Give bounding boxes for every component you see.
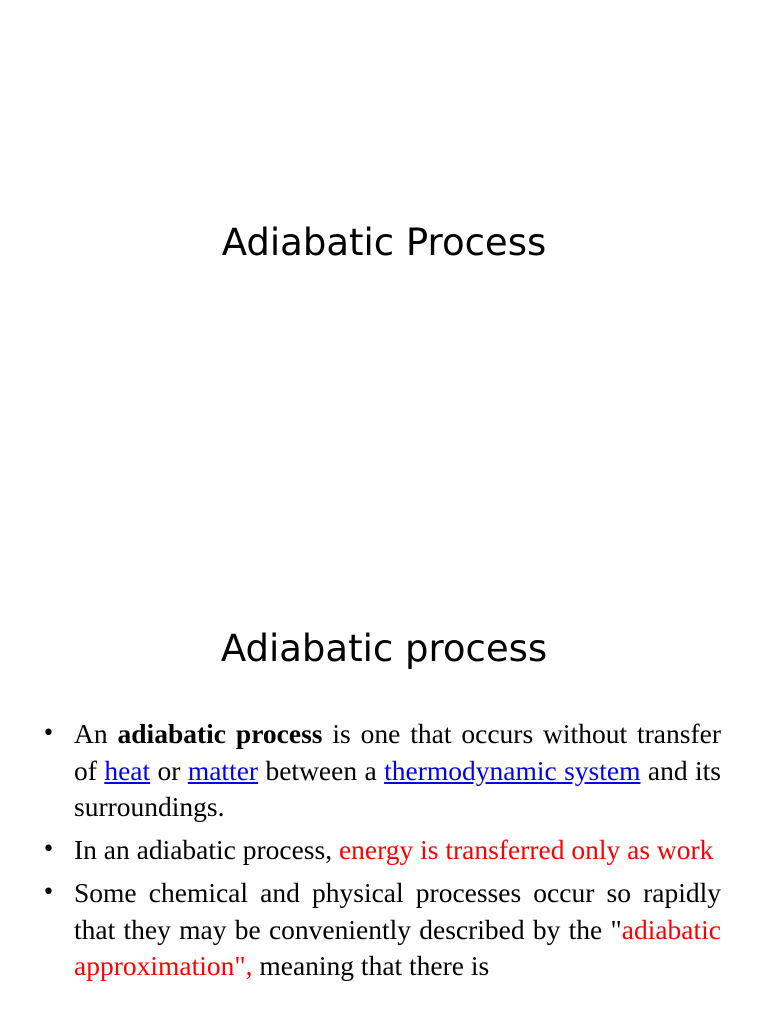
matter-link[interactable]: matter (187, 754, 259, 786)
bullet-item (42, 832, 721, 869)
bullet-text: or (150, 754, 188, 786)
bullet-text: In an adiabatic process, (74, 834, 339, 865)
bullet-text: and its surroundings. (74, 754, 721, 822)
slide-2 (0, 576, 768, 1024)
bullet-item (42, 875, 721, 985)
bullet-text: is one that occurs without transfer of (74, 718, 721, 786)
thermodynamic-system-link[interactable]: thermodynamic system (384, 754, 641, 786)
bullet-icon: • (42, 880, 55, 905)
bullet-text: An (74, 718, 118, 749)
bullet-list (0, 716, 768, 991)
slide-title: Adiabatic Process (221, 221, 547, 264)
bullet-item (42, 716, 721, 826)
bullet-text: Some chemical and physical processes occur so rapidly that they may be conveniently described by the " (74, 877, 721, 945)
bold-term: adiabatic process (117, 718, 323, 749)
bullet-icon: • (42, 721, 55, 746)
slide-title: Adiabatic process (220, 627, 548, 670)
highlighted-text: adiabatic approximation", (74, 913, 721, 981)
heat-link[interactable]: heat (104, 754, 151, 786)
bullet-text: between a (258, 754, 385, 786)
highlighted-text: energy is transferred only as work (338, 834, 714, 865)
bullet-icon: • (42, 837, 55, 862)
bullet-text: meaning that there is (252, 950, 490, 981)
